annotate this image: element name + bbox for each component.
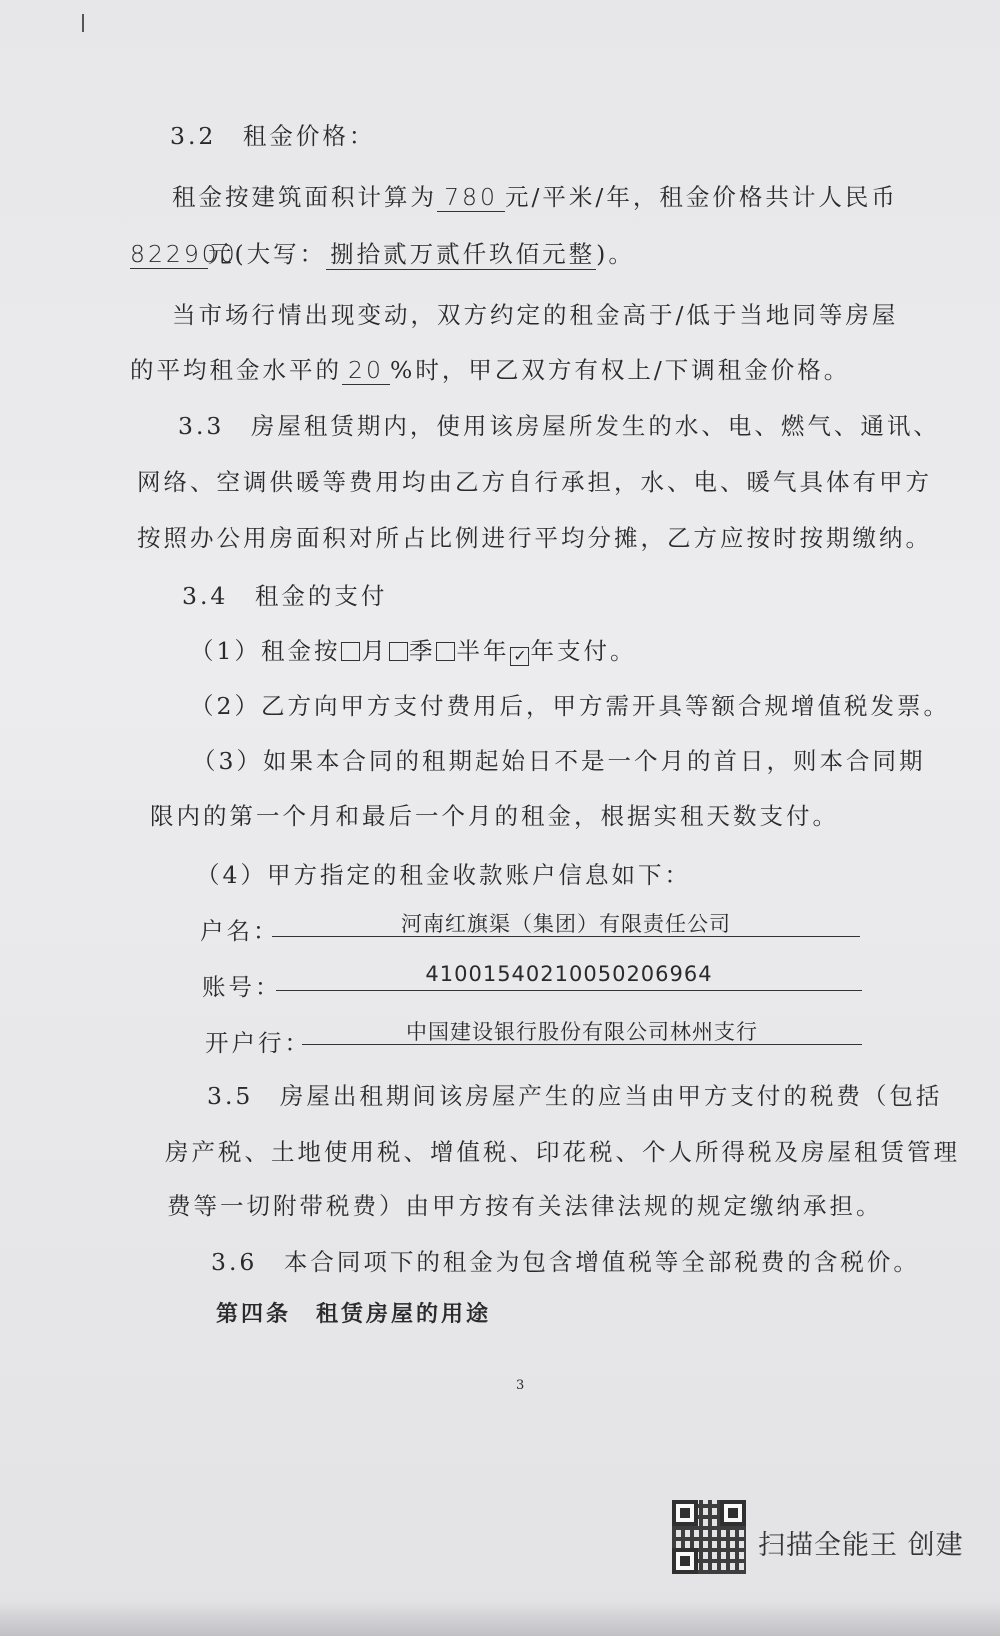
option-half-year-label: 半年 xyxy=(456,637,510,665)
section-3-4-heading: 3.4 租金的支付 xyxy=(182,582,388,610)
article-4-heading: 第四条 租赁房屋的用途 xyxy=(216,1301,492,1327)
rent-line-1-prefix: 租金按建筑面积计算为 xyxy=(172,183,437,211)
payment-item-2: （2）乙方向甲方支付费用后，甲方需开具等额合规增值税发票。 xyxy=(190,692,950,720)
rent-line-2-prefix: 元(大写： xyxy=(208,240,327,268)
rent-line-4 xyxy=(130,351,850,385)
bank-value: 中国建设银行股份有限公司林州支行 xyxy=(302,1016,862,1045)
section-3-2-heading: 3.2 租金价格： xyxy=(170,122,376,150)
checkbox-quarter[interactable] xyxy=(389,642,408,661)
adjust-percent: 20 xyxy=(342,356,390,385)
rent-line-4-prefix: 的平均租金水平的 xyxy=(130,356,342,384)
qr-code-icon xyxy=(672,1500,746,1574)
rent-line-3: 当市场行情出现变动，双方约定的租金高于/低于当地同等房屋 xyxy=(172,301,899,329)
rent-line-1-suffix: 元/平米/年，租金价格共计人民币 xyxy=(505,183,898,211)
account-number-value: 41001540210050206964 xyxy=(276,962,862,991)
option-quarter-label: 季 xyxy=(408,637,436,665)
rent-line-4-suffix: %时，甲乙双方有权上/下调租金价格。 xyxy=(390,356,851,384)
total-amount: 822900 xyxy=(130,240,238,268)
section-3-5-line-1: 3.5 房屋出租期间该房屋产生的应当由甲方支付的税费（包括 xyxy=(207,1082,943,1110)
account-name-label: 户名： xyxy=(200,917,280,945)
payment-item-3-line-1: （3）如果本合同的租期起始日不是一个月的首日，则本合同期 xyxy=(192,747,926,775)
rent-line-2 xyxy=(130,235,635,270)
bank-label: 开户行： xyxy=(205,1029,311,1057)
option-year-label: 年支付。 xyxy=(530,637,637,665)
section-3-3-line-3: 按照办公用房面积对所占比例进行平均分摊，乙方应按时按期缴纳。 xyxy=(137,524,932,552)
total-amount-words: 捌拾贰万贰仟玖佰元整 xyxy=(326,235,596,270)
option-month-label: 月 xyxy=(361,637,388,665)
page-number: 3 xyxy=(516,1378,525,1393)
payment-item-1 xyxy=(190,632,636,666)
payment-item-1-prefix: （1）租金按 xyxy=(190,637,341,665)
rent-line-2-suffix: )。 xyxy=(596,240,635,268)
checkbox-year-checked[interactable]: ✓ xyxy=(510,647,529,666)
account-name-value: 河南红旗渠（集团）有限责任公司 xyxy=(272,908,860,937)
section-3-3-line-2: 网络、空调供暖等费用均由乙方自行承担，水、电、暖气具体有甲方 xyxy=(137,468,932,496)
scanner-watermark-text: 扫描全能王 创建 xyxy=(758,1530,964,1561)
rent-line-1 xyxy=(172,178,898,212)
bottom-shadow xyxy=(0,1600,1000,1636)
section-3-3-line-1: 3.3 房屋租赁期内，使用该房屋所发生的水、电、燃气、通讯、 xyxy=(178,412,940,440)
account-number-label: 账号： xyxy=(202,973,282,1001)
payment-item-3-line-2: 限内的第一个月和最后一个月的租金，根据实租天数支付。 xyxy=(150,802,839,830)
payment-item-4: （4）甲方指定的租金收款账户信息如下： xyxy=(196,861,691,889)
section-3-5-line-2: 房产税、土地使用税、增值税、印花税、个人所得税及房屋租赁管理 xyxy=(165,1138,960,1166)
checkbox-month[interactable] xyxy=(341,642,360,661)
unit-price: 780 xyxy=(437,183,505,212)
edge-mark xyxy=(82,14,84,32)
section-3-6-line-1: 3.6 本合同项下的租金为包含增值税等全部税费的含税价。 xyxy=(211,1248,920,1276)
checkbox-half-year[interactable] xyxy=(436,642,455,661)
section-3-5-line-3: 费等一切附带税费）由甲方按有关法律法规的规定缴纳承担。 xyxy=(167,1192,883,1220)
